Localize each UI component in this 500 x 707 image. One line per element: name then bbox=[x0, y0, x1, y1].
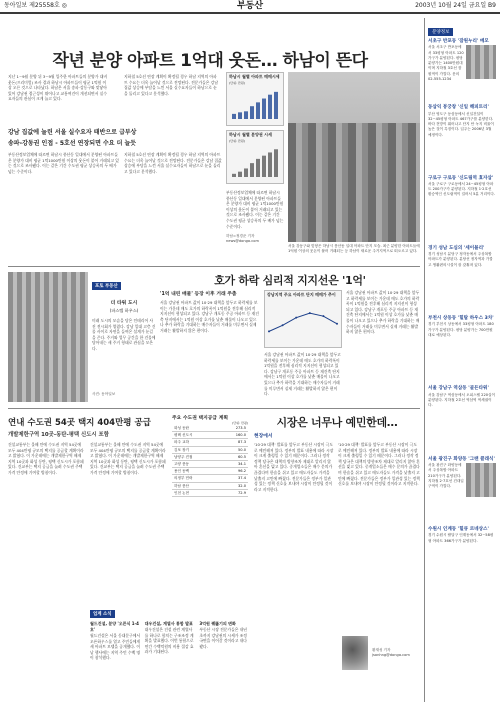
table-cell-value: 32.0 bbox=[218, 482, 248, 489]
chart-bar bbox=[244, 168, 248, 177]
chart-point bbox=[309, 312, 311, 314]
chart-bar bbox=[238, 112, 242, 119]
biz-item-title: 월드건설, 분양 '오픈식 1-4호' bbox=[90, 621, 139, 632]
chart-point bbox=[295, 317, 297, 319]
sidebar-entry-title: 수원시 인계동 '힐큐 르네상스' bbox=[428, 527, 489, 533]
sidebar-entry bbox=[428, 386, 496, 454]
sidebar-entry bbox=[428, 527, 496, 595]
mid-chart bbox=[264, 290, 342, 348]
sidebar-tag: 분양정보 bbox=[428, 28, 453, 36]
chart-presale-price bbox=[226, 130, 284, 184]
biz-item-title: 3억원 꿰뚫기의 변화 bbox=[199, 621, 236, 626]
table-cell-value: 96.2 bbox=[218, 468, 248, 475]
main-photo-caption: 서울 강동구와 맞닿은 하남시 풍산동 일대 아파트 단지 모습. 최근 분양한 아파트들에 1억원 이상의 웃돈이 붙어 거래되는 등 하남이 새로운 주거지역으로 떠오르고 있다. bbox=[288, 244, 420, 253]
sidebar-photo bbox=[466, 463, 496, 497]
biz-item bbox=[145, 621, 196, 705]
supply-title: 연내 수도권 54곳 택지 404만평 공급 bbox=[8, 418, 151, 428]
market-byline: 황재성 기자 jsonhng@donga.com bbox=[372, 648, 410, 657]
mid-body-2: 서울 강남권 아파트 값이 10·29 대책을 앞두고 하락세를 보이는 가운데 매도 호가의 하락폭이 1억원을 전후해 심리적 지지선이 형성되고 있다. 강남구 개포동 주공 아파트 등 재건축 단지에서는 1억원 이상 호가를 낮춘 매물이 나오고 있으나 추가 하락을 기대하는 매수자들이 거래를 미루면서 실제 거래는 활발하지 않은 편이다. bbox=[264, 352, 341, 397]
chart-unit: (단위: 만원) bbox=[229, 139, 245, 143]
photo-block-credit: 사진: 동아일보 bbox=[92, 392, 116, 396]
table-cell-name: 화성 동탄 bbox=[172, 425, 218, 432]
chart-unit: (단위: 만원) bbox=[229, 81, 245, 85]
table-cell-value: 50.0 bbox=[218, 446, 248, 453]
supply-subtitle: 개발제한구역 10곳-동탄-평택 신도시 포함 bbox=[8, 432, 109, 438]
chart-title: 하남시 월별 분양권 시세 bbox=[229, 132, 272, 137]
lead-body-3: 지하철 5호선 연장 계획이 확정될 경우 하남 지역의 아파트 수요는 더욱 늘어날 것으로 전망된다. 전문가들은 강남 집값 상승에 부담을 느낀 서울 실수요자들이 하남으로 눈을 돌리고 있다고 분석했다. bbox=[124, 152, 222, 174]
reporter-photo bbox=[342, 636, 368, 670]
sidebar-entry-text: 서울 서초구 반포동에서 33평형 아파트 120가구가 분양된다. 평당 분양가는 1400만원대이며 지하철 3호선 잠원역이 가깝다. 문의 02-555-1234 bbox=[428, 45, 464, 82]
supply-body-2: 건설교통부는 올해 안에 수도권 지역 54곳에 모두 404만평 규모의 택지를 공급할 계획이라고 밝혔다. 이 가운데에는 개발제한구역 해제 지역 10곳과 화성 동탄, 평택 신도시가 포함돼 있다. 건교부는 택지 공급을 늘려 수도권 주택 가격 안정에 기여할 방침이다. bbox=[90, 442, 166, 475]
chart-title: 하남시 월별 아파트 매매시세 bbox=[229, 74, 280, 79]
chart-bar bbox=[238, 172, 242, 177]
chart-line bbox=[269, 313, 337, 331]
biz-section bbox=[90, 600, 250, 705]
table-title: 주요 수도권 택지공급 계획 bbox=[172, 416, 228, 421]
biz-item-text: 대우건설은 건설 관련 계열사를 하나로 합치는 구조조정 계획을 발표했다. 이번 통합으로 연간 수백억원의 비용 절감 효과가 기대된다. bbox=[144, 627, 194, 655]
table-cell-name: 평택 신도시 bbox=[172, 432, 218, 439]
lead-body-1b: 지하철 5호선 연장 계획이 확정될 경우 하남 지역의 아파트 수요는 더욱 늘어날 것으로 전망된다. 전문가들은 강남 집값 상승에 부담을 느낀 서울 실수요자들이 하남으로 눈을 돌리고 있다고 분석했다. bbox=[124, 74, 219, 96]
mid-body-3: 서울 강남권 아파트 값이 10·29 대책을 앞두고 하락세를 보이는 가운데 매도 호가의 하락폭이 1억원을 전후해 심리적 지지선이 형성되고 있다. 강남구 개포동 주공 아파트 등 재건축 단지에서는 1억원 이상 호가를 낮춘 매물이 나오고 있으나 추가 하락을 기대하는 매수자들이 거래를 미루면서 실제 거래는 활발하지 않은 편이다. bbox=[346, 290, 420, 335]
lead-body-4: 부동산정보업체에 따르면 하남시 풍산동 일대에서 분양된 아파트들은 분양가 대비 평균 1억1000만원 이상의 웃돈이 붙어 거래되고 있는 것으로 조사됐다. 이는 같은 기간 수도권 평균 상승폭의 두 배가 넘는 수준이다. bbox=[226, 190, 284, 229]
biz-item-text: 월드건설은 서울 동대문구에서 오픈하우스를 열고 주민들에게 새 아파트 모델을 공개했다. 이날 행사에는 지역 주민 수백 명이 참석했다. bbox=[90, 633, 141, 661]
photo-block-tag: 포토 부동산 bbox=[92, 282, 121, 290]
market-title: 시장은 너무나 예민한데… bbox=[276, 416, 398, 429]
sidebar-entry-title: 서울 강남구 역삼동 '골든타워' bbox=[428, 386, 489, 392]
table-cell-name: 하남 풍산 bbox=[172, 482, 218, 489]
photo-block-image bbox=[8, 272, 88, 402]
table-cell-name: 고양 풍동 bbox=[172, 461, 218, 468]
photo-block-title: 더 타워 도시 bbox=[110, 301, 138, 306]
table-row bbox=[172, 461, 248, 468]
chart-bar bbox=[262, 156, 266, 177]
lead-body-1: 지난 1~9월 분양 뒤 3~9월 입주한 아파트들의 분양가 대비 웃돈(프리미엄) 조사 결과 하남시 아파트들이 평균 1억원 이상 오른 것으로 나타났다. 하남은 서울 송파·강동구와 맞닿아 있어 강남권 접근성이 뛰어나고 교통여건이 개선되면서 실수요자들의 관심이 크게 늘고 있다. bbox=[8, 74, 108, 102]
sidebar bbox=[428, 18, 496, 595]
issue-number: 동아일보 제25558호 ◎ bbox=[4, 2, 67, 9]
table-cell-value: 72.9 bbox=[218, 489, 248, 496]
lead-subhead-1: 강남 집값에 눌린 서울 실수요자 태반으로 급부상 bbox=[8, 129, 137, 136]
sidebar-entry-text: 부산 영도구 동삼동에서 신일건설이 32~45평형 아파트 467가구를 분양한다. 바다 전망이 뛰어나고 단지 안 녹지 비율이 높은 것이 특징이다. 입주는 2006년 3월 예정이다. bbox=[428, 111, 494, 137]
lead-subhead-2: 송파-강동권 인접 - 5호선 연장되면 수요 더 늘듯 bbox=[8, 140, 137, 147]
sidebar-entry bbox=[428, 39, 496, 103]
table-cell-name: 용인 동백 bbox=[172, 468, 218, 475]
table-row bbox=[172, 489, 248, 496]
main-headline: 작년 분양 아파트 1억대 웃돈… 하남이 뜬다 bbox=[52, 51, 368, 71]
chart-sale-price bbox=[226, 72, 284, 126]
table-row bbox=[172, 468, 248, 475]
sidebar-entry-text: 경기 부천시 상동에서 33평형 아파트 180가구가 분양된다. 평당 분양가는 700만원대로 예상된다. bbox=[428, 322, 494, 338]
chart-presale-price-svg bbox=[227, 143, 283, 179]
biz-tag: 업계 소식 bbox=[90, 610, 115, 618]
table-cell-name: 남양주 진접 bbox=[172, 453, 218, 460]
market-body-1: '10·29 대책' 발표를 앞두고 부동산 시장이 극도로 예민해져 있다. 정부의 발표 내용에 따라 시장이 크게 출렁일 수 있기 때문이다. 그러나 정작 정책 당국은 대책의 방향조차 제대로 알리지 않아 혼선을 빚고 있다. 중개업소들은 매수 문의가 끊겼다며 한숨을 쉬고 있고 매도자들도 가격을 낮출지 고민에 빠졌다. 전문가들은 정부가 일관성 있는 정책 신호를 보내야 시장이 안정될 것이라고 지적한다. bbox=[254, 442, 334, 492]
divider bbox=[8, 408, 420, 409]
sidebar-entry-title: 부천시 상동동 '힐탑 하우스 3차' bbox=[428, 316, 494, 322]
chart-bar bbox=[268, 95, 272, 119]
mid-chart-title: 강남지역 주요 아파트 단지 매매가 추이 bbox=[267, 292, 336, 297]
mid-body: 서울 강남권 아파트 값이 10·29 대책을 앞두고 하락세를 보이는 가운데 매도 호가의 하락폭이 1억원을 전후해 심리적 지지선이 형성되고 있다. 강남구 개포동 주공 아파트 등 재건축 단지에서는 1억원 이상 호가를 낮춘 매물이 나오고 있으나 추가 하락을 기대하는 매수자들이 거래를 미루면서 실제 거래는 활발하지 않은 편이다. bbox=[160, 300, 259, 333]
table-cell-value: 273.5 bbox=[218, 425, 248, 432]
table-unit: (단위: 만평) bbox=[232, 421, 248, 425]
sidebar-divider bbox=[424, 18, 425, 702]
mid-lead-label: '1억 내린 매물' 등장 이후 거래 주춤 bbox=[160, 292, 237, 297]
sidebar-entry-title: 서울 광진구 화양동 '그랜 클래식' bbox=[428, 456, 495, 462]
sidebar-entry-title: 서초구 반포동 '잠원누리' 메모 bbox=[428, 39, 489, 44]
table-cell-name: 김포 장기 bbox=[172, 446, 218, 453]
mid-section-title: 호가 하락 심리적 지지선은 '1억' bbox=[214, 274, 366, 287]
chart-point bbox=[322, 315, 324, 317]
sidebar-entry bbox=[428, 246, 496, 314]
biz-item bbox=[90, 621, 141, 705]
photo-block-text bbox=[92, 272, 156, 406]
chart-bar bbox=[274, 92, 278, 119]
table-cell-value: 60.5 bbox=[218, 453, 248, 460]
sidebar-entry bbox=[428, 316, 496, 384]
biz-item bbox=[199, 621, 250, 705]
table-row bbox=[172, 482, 248, 489]
supply-body-1: 건설교통부는 올해 안에 수도권 지역 54곳에 모두 404만평 규모의 택지를 공급할 계획이라고 밝혔다. 이 가운데에는 개발제한구역 해제 지역 10곳과 화성 동탄, 평택 신도시가 포함돼 있다. 건교부는 택지 공급을 늘려 수도권 주택 가격 안정에 기여할 방침이다. bbox=[8, 442, 84, 475]
sidebar-entry bbox=[428, 105, 496, 173]
biz-item-title: 대우건설, 계열사 통합 발표 bbox=[144, 621, 193, 626]
lead-byline: 하남=정경준 기자 news@donga.com bbox=[226, 234, 259, 243]
chart-bar bbox=[232, 114, 236, 119]
table-cell-value: 37.4 bbox=[218, 475, 248, 482]
chart-point bbox=[282, 324, 284, 326]
section-title: 부동산 bbox=[236, 1, 264, 11]
sidebar-entry bbox=[428, 457, 496, 525]
chart-bar bbox=[232, 174, 236, 177]
main-photo bbox=[288, 72, 420, 242]
sidebar-entry-text: 경기 수원시 팔달구 인계동에서 32~58평형 아파트 366가구가 분양된다. bbox=[428, 533, 494, 543]
table-row bbox=[172, 475, 248, 482]
sidebar-entry bbox=[428, 176, 496, 244]
chart-bar bbox=[244, 111, 248, 119]
market-label: 현장에서 bbox=[254, 434, 273, 439]
table-row bbox=[172, 453, 248, 460]
table-cell-name: 파주 교하 bbox=[172, 439, 218, 446]
sidebar-entry-title: 동삼익 봉궁창 '신일 해피트리' bbox=[428, 105, 489, 111]
sidebar-photo bbox=[466, 45, 496, 79]
divider bbox=[8, 266, 420, 267]
table-cell-name: 의정부 민락 bbox=[172, 475, 218, 482]
table-cell-value: 87.3 bbox=[218, 439, 248, 446]
table-cell-value: 34.1 bbox=[218, 461, 248, 468]
sidebar-entry-title: 경기 성남 도심의 '세이블리' bbox=[428, 245, 485, 251]
table-row bbox=[172, 425, 248, 432]
chart-bar bbox=[262, 99, 266, 119]
sidebar-list bbox=[428, 39, 496, 595]
table-row bbox=[172, 439, 248, 446]
table-body bbox=[172, 425, 248, 497]
chart-bar bbox=[274, 149, 278, 177]
sidebar-entry-text: 경기 성남시 분당구 정자동에서 주상복합 아파트가 분양된다. 분당선 정자역과 가깝고 생활편의시설이 잘 갖춰져 있다. bbox=[428, 252, 493, 267]
market-body-2: '10·29 대책' 발표를 앞두고 부동산 시장이 극도로 예민해져 있다. 정부의 발표 내용에 따라 시장이 크게 출렁일 수 있기 때문이다. 그러나 정작 정책 당국은 대책의 방향조차 제대로 알리지 않아 혼선을 빚고 있다. 중개업소들은 매수 문의가 끊겼다며 한숨을 쉬고 있고 매도자들도 가격을 낮출지 고민에 빠졌다. 전문가들은 정부가 일관성 있는 정책 신호를 보내야 시장이 안정될 것이라고 지적한다. bbox=[338, 442, 420, 487]
table-row bbox=[172, 446, 248, 453]
table-cell-value: 160.0 bbox=[218, 432, 248, 439]
photo-block-body: 미래 도시의 모습을 담은 인테리어 사진 전시회가 열렸다. 강남 일대 고층 건물 사이로 자연을 들여온 설계가 눈길을 끈다. 주거와 업무 공간을 한 건물에 담아내는 새 주거 형태로 관심을 모은다. bbox=[92, 318, 156, 351]
page-header bbox=[0, 0, 500, 14]
mid-chart-svg bbox=[265, 299, 341, 345]
sidebar-entry-title: 구로구 구로동 '신도림역 효자삼' bbox=[428, 175, 494, 181]
issue-date: 2003년 10월 24일 금요일 B9 bbox=[415, 2, 496, 9]
chart-point bbox=[336, 323, 338, 325]
biz-items bbox=[90, 621, 250, 705]
table-row bbox=[172, 432, 248, 439]
supply-table bbox=[172, 414, 248, 497]
chart-point bbox=[268, 330, 270, 332]
chart-bar bbox=[256, 102, 260, 119]
chart-sale-price-svg bbox=[227, 85, 283, 121]
biz-item-text: 부동산 시장 전문가들은 내년 초까지 강남권의 시세가 조정 국면을 이어갈 것이라고 내다봤다. bbox=[199, 627, 247, 649]
table-cell-name: 인천 논현 bbox=[172, 489, 218, 496]
chart-bar bbox=[268, 152, 272, 177]
lead-body-2: 부동산정보업체에 따르면 하남시 풍산동 일대에서 분양된 아파트들은 분양가 대비 평균 1억1000만원 이상의 웃돈이 붙어 거래되고 있는 것으로 조사됐다. 이는 같은 기간 수도권 평균 상승폭의 두 배가 넘는 수준이다. bbox=[8, 152, 119, 174]
chart-bar bbox=[256, 159, 260, 177]
photo-block-subtitle: (파스텔 하우스) bbox=[109, 308, 139, 313]
sidebar-entry-text: 서울 강남구 역삼동에서 오피스텔 220실이 분양된다. 지하철 2호선 역삼역 역세권이다. bbox=[428, 392, 495, 408]
chart-bar bbox=[250, 163, 254, 177]
chart-bar bbox=[250, 106, 254, 119]
sidebar-entry-text: 서울 광진구 화양동에서 주상복합 아파트 210가구가 분양된다. 지하철 2·7호선 건대입구역이 가깝다. bbox=[428, 463, 464, 489]
sidebar-entry-text: 서울 구로구 구로동에서 24~45평형 아파트 200가구가 분양된다. 지하철 1·2호선 환승역인 신도림역이 걸어서 5분 거리이다. bbox=[428, 181, 496, 197]
